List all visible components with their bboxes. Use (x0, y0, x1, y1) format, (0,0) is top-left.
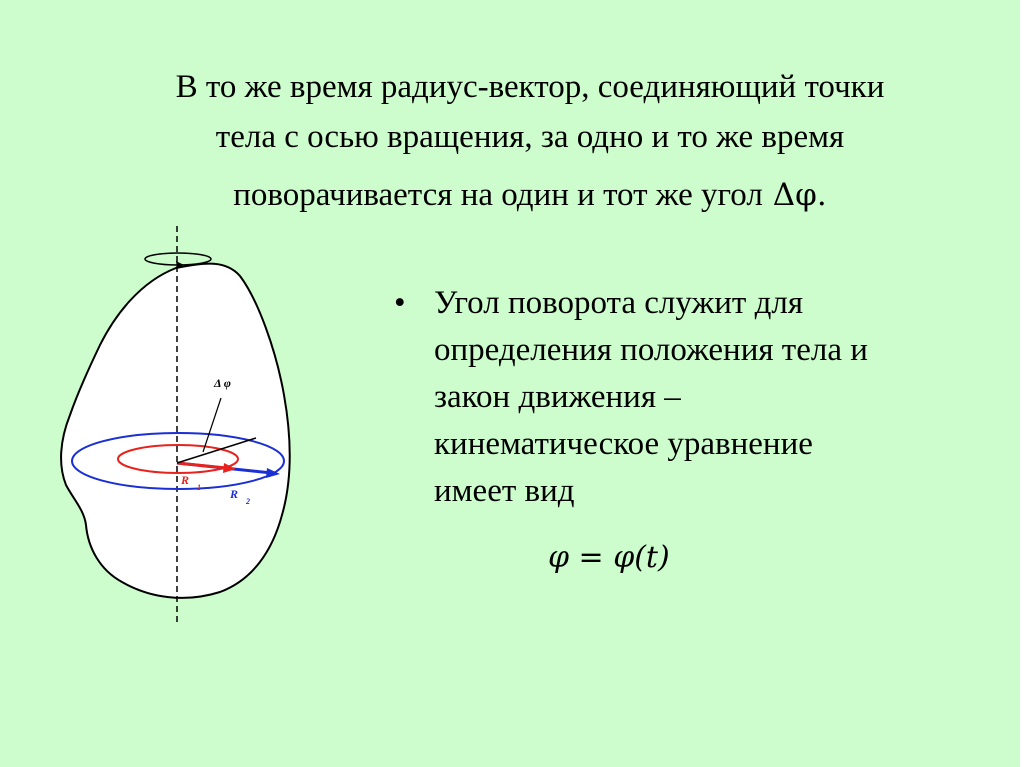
r1-label: R (181, 473, 190, 487)
delta-phi-symbol: Δφ. (772, 177, 827, 213)
r2-subscript: 2 (246, 497, 250, 506)
angle-label: Δ φ (214, 376, 231, 390)
r1-subscript: 1 (197, 483, 201, 492)
heading-line-2: тела с осью вращения, за одно и то же время (215, 119, 845, 155)
heading-line-3: поворачивается на один и тот же угол (233, 177, 763, 213)
r2-label: R (230, 487, 239, 501)
bullet-marker: • (394, 285, 406, 321)
heading-line-1: В то же время радиус-вектор, соединяющий точки (175, 69, 885, 105)
bullet-item (394, 280, 994, 515)
bullet-text: Угол поворота служит для определения положения тела и закон движения – кинематическое уравнение имеет вид (434, 285, 868, 509)
kinematic-equation: φ = φ(t) (548, 540, 670, 575)
body-outline (61, 264, 290, 598)
